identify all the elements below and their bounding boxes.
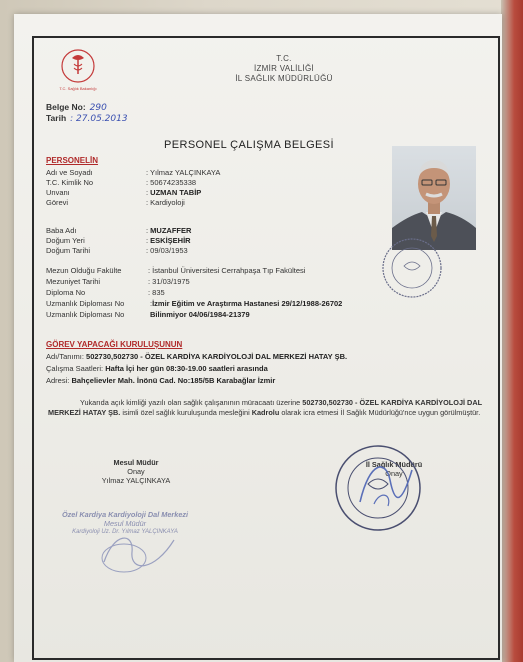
- education-row: Mezun Olduğu Fakülte : İstanbul Üniversitesi Cerrahpaşa Tıp Fakültesi: [46, 266, 306, 275]
- left-signature-block: Mesul Müdür Onay Yılmaz YALÇINKAYA: [101, 458, 171, 485]
- personel-row: Unvanı : UZMAN TABİP: [46, 188, 202, 197]
- tarih-value: : 27.05.2013: [70, 114, 128, 124]
- gorev-row: Çalışma Saatleri: Hafta İçi her gün 08:30-19.00 saatleri arasında: [46, 364, 268, 373]
- education-row: Diploma No : 835: [46, 288, 165, 297]
- ministry-logo-icon: [54, 44, 102, 92]
- personnel-photo: [392, 146, 476, 250]
- approval-paragraph: Yukarıda açık kimliği yazılı olan sağlık çalışanının müracaatı üzerine 502730,502730 - ÖZEL KARDİYA KARDİYOLOJİ DAL MERKEZİ HATAY ŞB. isimli özel sağlık kuruluşunda mesleğini Kadrolu olarak icra etmesi İl Sağlık Müdürlüğü'nce uygun görülmüştür.: [48, 398, 482, 417]
- personel-row: Doğum Yeri : ESKİŞEHİR: [46, 236, 191, 245]
- header-line-1: T.C.: [276, 54, 292, 63]
- document-header: [184, 54, 384, 84]
- logo-caption: T.C. Sağlık Bakanlığı: [59, 86, 97, 91]
- background-red-strip: [501, 0, 523, 662]
- belge-no-label: Belge No:: [46, 102, 86, 112]
- section-personel: PERSONELİN: [46, 156, 99, 165]
- personel-row: Baba Adı : MUZAFFER: [46, 226, 192, 235]
- personel-row: Adı ve Soyadı : Yılmaz YALÇINKAYA: [46, 168, 221, 177]
- personel-row: T.C. Kimlik No : 50674235338: [46, 178, 197, 187]
- document-title: PERSONEL ÇALIŞMA BELGESİ: [164, 139, 334, 151]
- gorev-row: Adı/Tanımı: 502730,502730 - ÖZEL KARDİYA KARDİYOLOJİ DAL MERKEZİ HATAY ŞB.: [46, 352, 348, 361]
- institution-stamp: Özel Kardiya Kardiyoloji Dal Merkezi Mesul Müdür Kardiyoloji Uz. Dr. Yılmaz YALÇINKAYA: [61, 510, 189, 535]
- belge-no-value: 290: [89, 103, 107, 113]
- section-gorev: GÖREV YAPACAĞI KURULUŞUNUN: [46, 340, 183, 349]
- education-row: Mezuniyet Tarihi : 31/03/1975: [46, 277, 190, 286]
- personel-row: Görevi : Kardiyoloji: [46, 198, 185, 207]
- round-stamp-icon: [380, 236, 444, 300]
- official-stamp-icon: [330, 440, 426, 536]
- document-meta: [46, 102, 128, 124]
- education-row: Uzmanlık Diploması No Bilinmiyor 04/06/1984-21379: [46, 310, 250, 319]
- bottom-signature-icon: [94, 522, 184, 582]
- header-line-3: İL SAĞLIK MÜDÜRLÜĞÜ: [235, 74, 333, 83]
- document-paper: [14, 14, 502, 662]
- education-row: Uzmanlık Diploması No :İzmir Eğitim ve Araştırma Hastanesi 29/12/1988-26702: [46, 299, 343, 308]
- header-line-2: İZMİR VALİLİĞİ: [253, 64, 315, 73]
- personel-row: Doğum Tarihi : 09/03/1953: [46, 246, 188, 255]
- tarih-label: Tarih: [46, 113, 67, 123]
- right-signature-block: İl Sağlık Müdürü Onay: [365, 460, 423, 478]
- gorev-row: Adresi: Bahçelievler Mah. İnönü Cad. No:185/5B Karabağlar İzmir: [46, 376, 276, 385]
